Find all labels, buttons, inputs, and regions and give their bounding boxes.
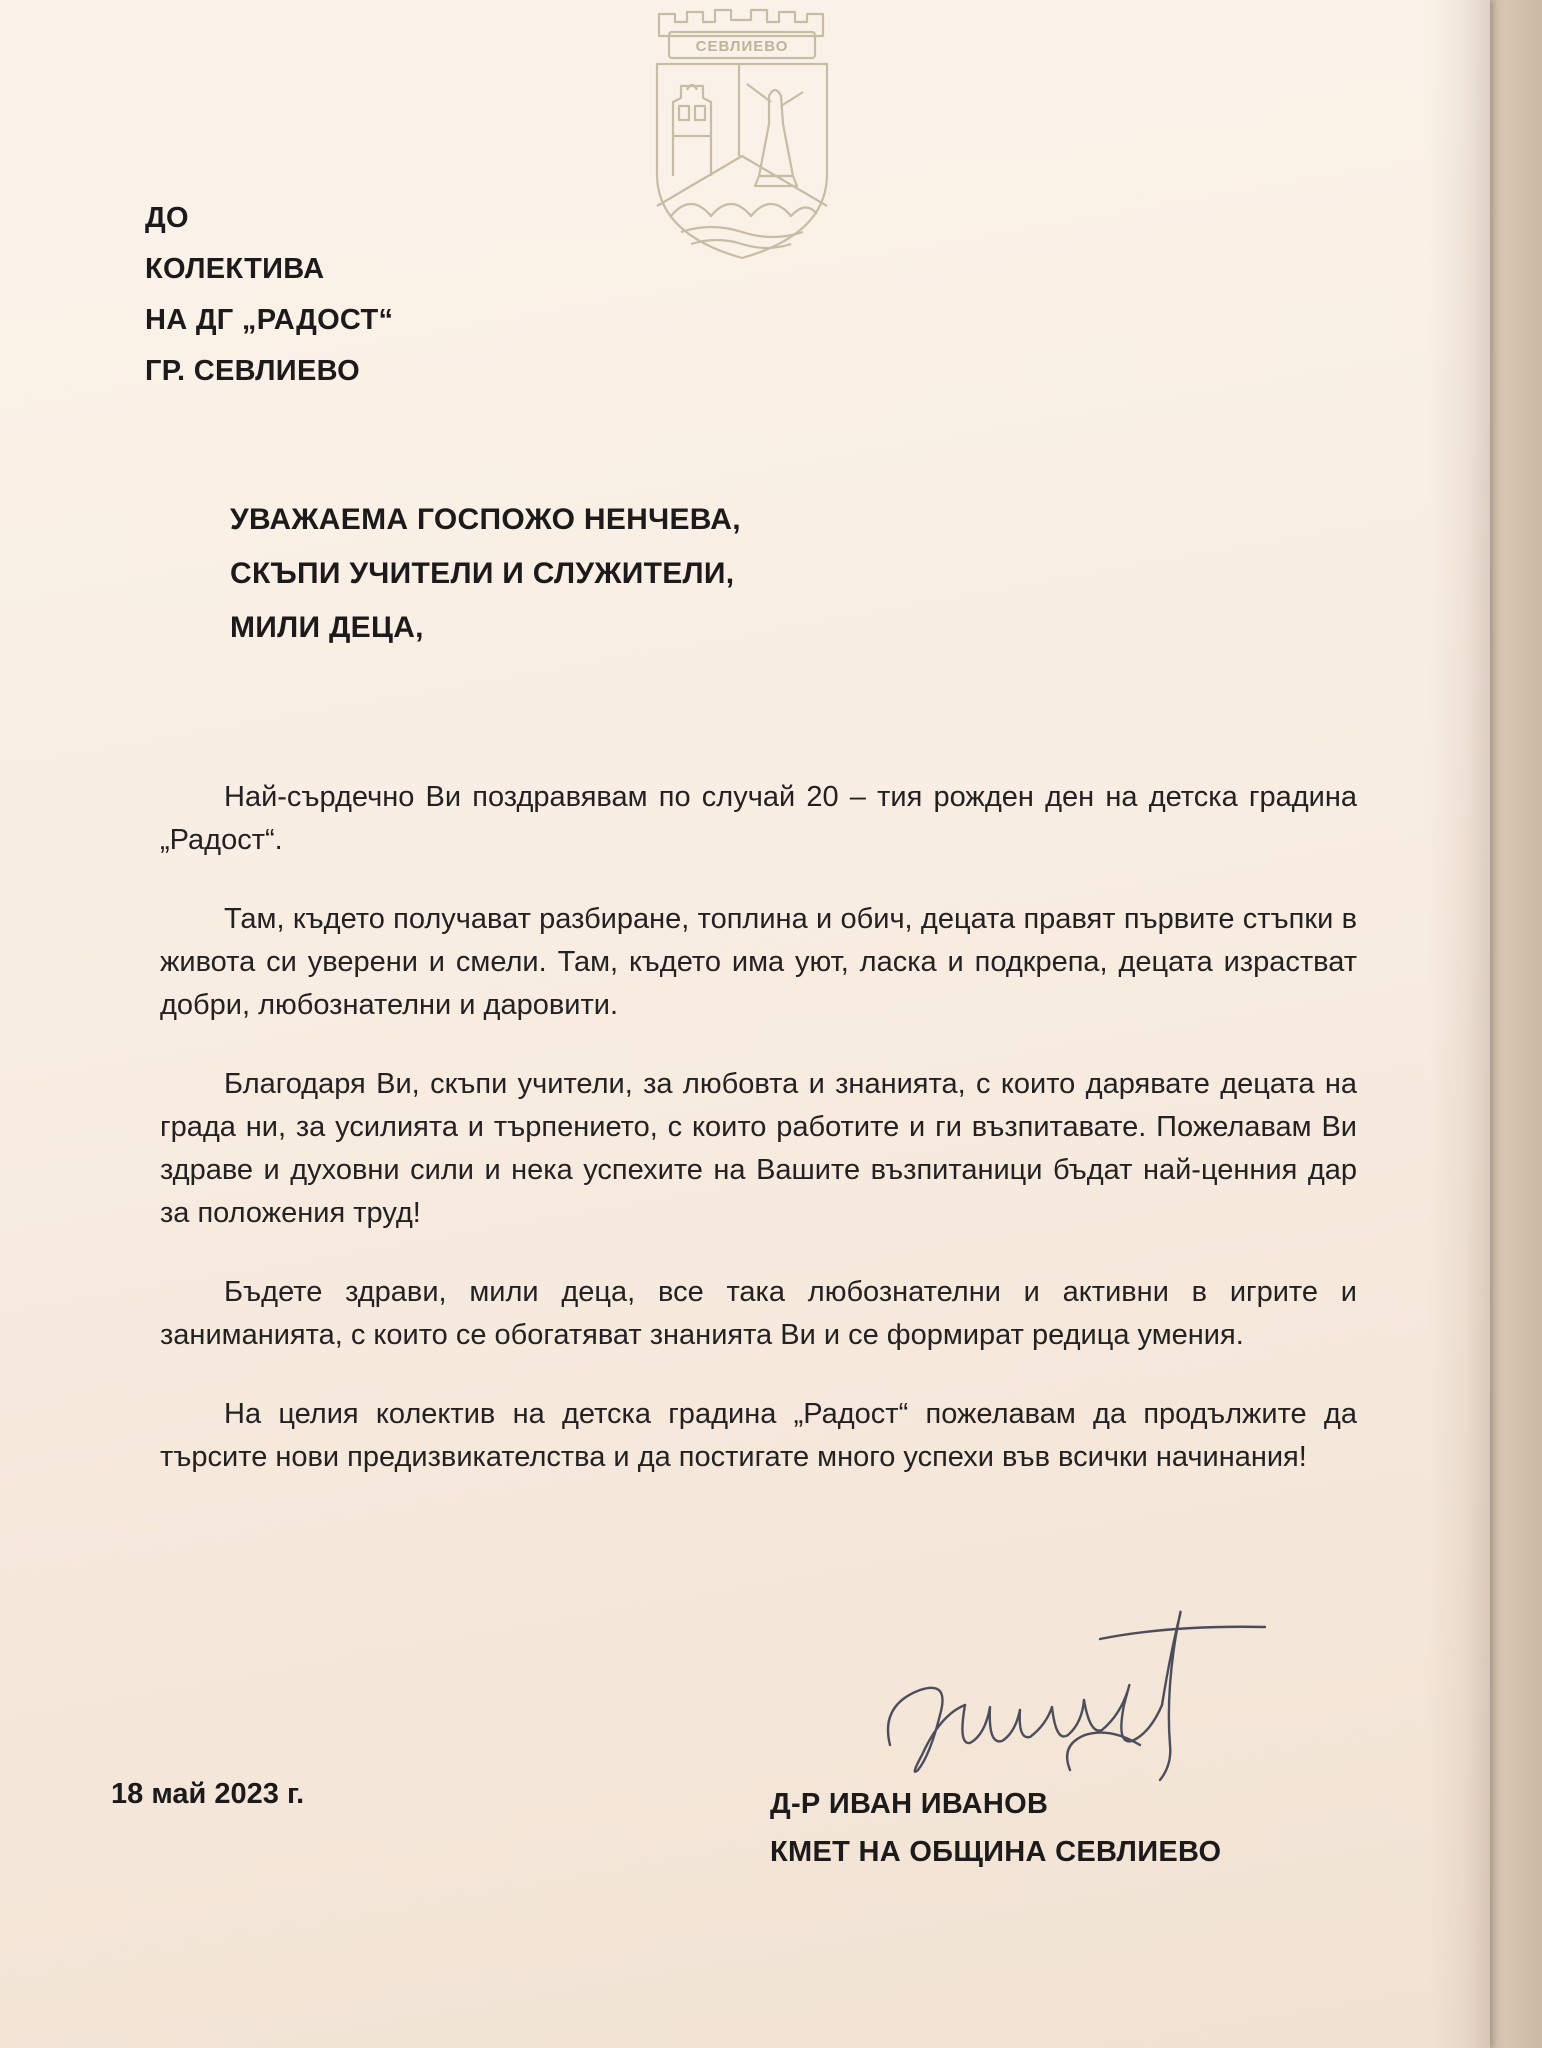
- background-surface: [1490, 0, 1542, 2048]
- body-paragraph: Бъдете здрави, мили деца, все така любознателни и активни в игрите и заниманията, с които се обогатяват знанията Ви и се формират редица умения.: [160, 1276, 1357, 1351]
- recipient-line-1: ДО: [145, 202, 189, 234]
- body-paragraph: Най-сърдечно Ви поздравявам по случай 20 – тия рожден ден на детска градина „Радост“.: [160, 781, 1357, 856]
- signer-name: Д-Р ИВАН ИВАНОВ: [770, 1788, 1049, 1820]
- recipient-block: [145, 193, 393, 397]
- letter-date: 18 май 2023 г.: [111, 1778, 305, 1810]
- recipient-line-3: НА ДГ „РАДОСТ“: [145, 304, 394, 336]
- handwritten-signature-icon: [870, 1595, 1270, 1805]
- body-paragraph: На целия колектив на детска градина „Радост“ пожелавам да продължите да търсите нови предизвикателства и да постигате много успехи във всички начинания!: [160, 1398, 1357, 1473]
- salutation-line-1: УВАЖАЕМА ГОСПОЖО НЕНЧЕВА,: [230, 503, 741, 536]
- salutation-line-3: МИЛИ ДЕЦА,: [230, 611, 424, 644]
- salutation-block: [230, 493, 741, 655]
- recipient-line-2: КОЛЕКТИВА: [145, 253, 325, 285]
- salutation-line-2: СКЪПИ УЧИТЕЛИ И СЛУЖИТЕЛИ,: [230, 557, 735, 590]
- crest-label: СЕВЛИЕВО: [695, 38, 789, 55]
- body-paragraph: Там, където получават разбиране, топлина и обич, децата правят първите стъпки в живота си уверени и смели. Там, където има уют, ласка и подкрепа, децата израстват добри, любознателни и даровити.: [160, 903, 1357, 1021]
- recipient-line-4: ГР. СЕВЛИЕВО: [145, 355, 360, 387]
- body-paragraph: Благодаря Ви, скъпи учители, за любовта и знанията, с които дарявате децата на града ни, за усилията и търпението, с които работите и ги възпитавате. Пожелавам Ви здраве и духовни сили и нека успехите на Вашите възпитаници бъдат най-ценния дар за положения труд!: [160, 1068, 1357, 1229]
- page-edge-shadow: [1428, 0, 1490, 2048]
- letter-body: [160, 776, 1357, 1515]
- signer-block: [770, 1780, 1221, 1876]
- sevlievo-coat-of-arms-icon: [651, 6, 833, 262]
- signer-title: КМЕТ НА ОБЩИНА СЕВЛИЕВО: [770, 1836, 1222, 1868]
